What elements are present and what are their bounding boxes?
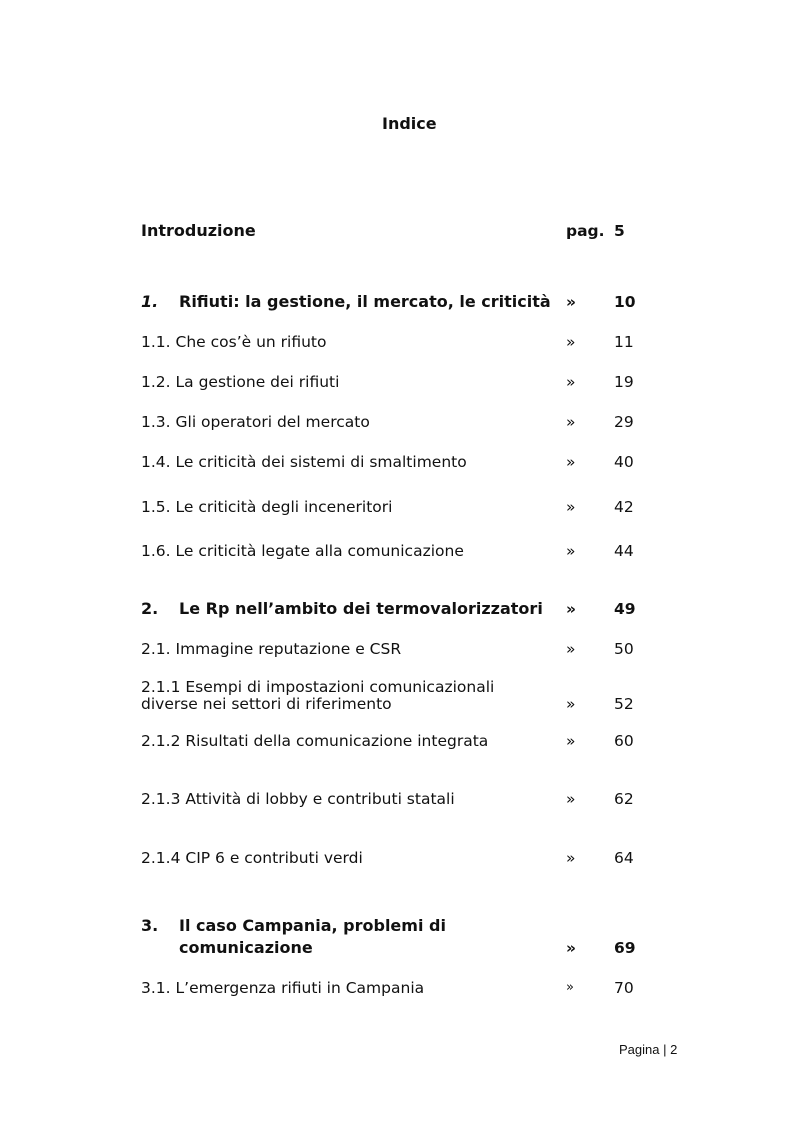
page-title: Indice: [382, 114, 437, 133]
footer-page-number: 2: [670, 1042, 678, 1057]
toc-chapter-1-page[interactable]: 10: [614, 293, 636, 311]
chapter-number: 2.: [141, 599, 159, 618]
section-label-line-1: 2.1.1 Esempi di impostazioni comunicazionali: [141, 678, 495, 696]
toc-section-1-3[interactable]: 1.3. Gli operatori del mercato: [141, 413, 370, 431]
toc-section-page[interactable]: 40: [614, 453, 634, 471]
toc-separator: »: [566, 600, 577, 618]
toc-separator: »: [566, 980, 574, 995]
toc-section-1-4[interactable]: 1.4. Le criticità dei sistemi di smaltimento: [141, 453, 467, 471]
toc-section-1-1[interactable]: 1.1. Che cos’è un rifiuto: [141, 333, 327, 351]
toc-separator: »: [566, 790, 576, 808]
toc-chapter-3[interactable]: [141, 916, 561, 960]
toc-separator: »: [566, 373, 576, 391]
toc-separator: »: [566, 640, 576, 658]
toc-section-2-1-1[interactable]: [141, 679, 494, 713]
toc-section-3-1[interactable]: 3.1. L’emergenza rifiuti in Campania: [141, 979, 425, 997]
toc-separator: »: [566, 732, 576, 750]
toc-chapter-2-page[interactable]: 49: [614, 600, 636, 618]
toc-section-page[interactable]: 11: [614, 333, 634, 351]
toc-section-2-1-2[interactable]: 2.1.2 Risultati della comunicazione integrata: [141, 732, 489, 750]
chapter-title-line-1: Il caso Campania, problemi di: [179, 916, 446, 935]
chapter-title: Rifiuti: la gestione, il mercato, le criticità: [179, 292, 551, 311]
chapter-number: 3.: [141, 916, 159, 935]
toc-section-page[interactable]: 29: [614, 413, 634, 431]
toc-section-page[interactable]: 42: [614, 498, 634, 516]
toc-section-1-5[interactable]: 1.5. Le criticità degli inceneritori: [141, 498, 393, 516]
toc-section-page[interactable]: 19: [614, 373, 634, 391]
toc-section-page[interactable]: 62: [614, 790, 634, 808]
footer-divider: |: [663, 1042, 667, 1057]
toc-intro-page[interactable]: 5: [614, 222, 625, 240]
toc-separator: »: [566, 695, 576, 713]
toc-separator: »: [566, 498, 576, 516]
toc-section-2-1[interactable]: 2.1. Immagine reputazione e CSR: [141, 640, 402, 658]
toc-separator: »: [566, 849, 576, 867]
toc-separator: »: [566, 542, 576, 560]
chapter-title: Le Rp nell’ambito dei termovalorizzatori: [179, 599, 543, 618]
toc-chapter-3-page[interactable]: 69: [614, 939, 636, 957]
toc-section-page[interactable]: 60: [614, 732, 634, 750]
footer-label: Pagina: [619, 1042, 660, 1057]
page-footer: [619, 1040, 677, 1060]
toc-separator: »: [566, 413, 576, 431]
toc-section-2-1-4[interactable]: 2.1.4 CIP 6 e contributi verdi: [141, 849, 363, 867]
toc-section-page[interactable]: 44: [614, 542, 634, 560]
toc-section-page[interactable]: 64: [614, 849, 634, 867]
toc-section-1-2[interactable]: 1.2. La gestione dei rifiuti: [141, 373, 340, 391]
toc-section-2-1-3[interactable]: 2.1.3 Attività di lobby e contributi statali: [141, 790, 455, 808]
chapter-title-line-2: comunicazione: [179, 938, 313, 957]
toc-section-1-6[interactable]: 1.6. Le criticità legate alla comunicazione: [141, 542, 464, 560]
toc-separator: »: [566, 333, 576, 351]
toc-section-page[interactable]: 50: [614, 640, 634, 658]
toc-separator: »: [566, 293, 577, 311]
toc-section-page[interactable]: 52: [614, 695, 634, 713]
toc-intro-label[interactable]: Introduzione: [141, 221, 256, 240]
chapter-number: 1.: [141, 292, 159, 311]
toc-section-page[interactable]: 70: [614, 979, 634, 997]
toc-separator: »: [566, 939, 577, 957]
toc-separator: »: [566, 453, 576, 471]
section-label-line-2: diverse nei settori di riferimento: [141, 695, 392, 713]
toc-intro-prefix: pag.: [566, 222, 605, 240]
